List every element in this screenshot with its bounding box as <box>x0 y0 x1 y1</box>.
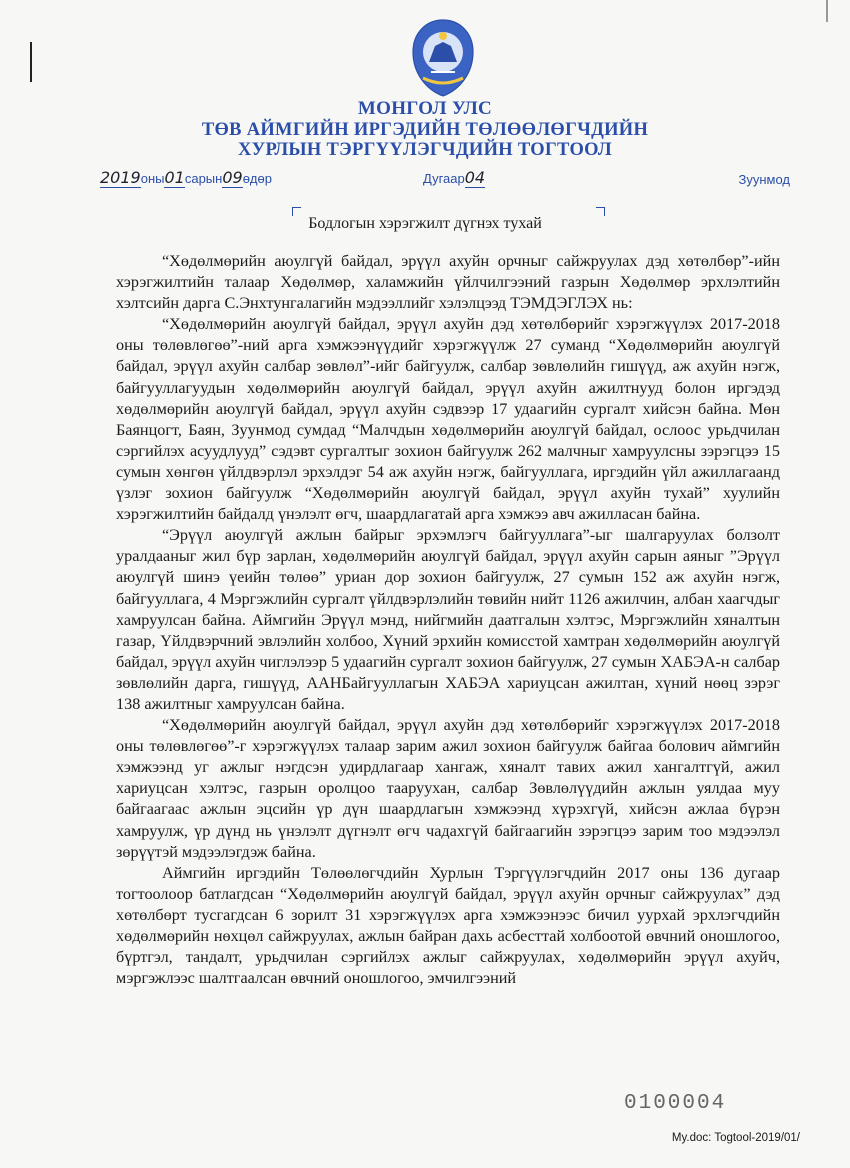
number-value: 04 <box>464 168 486 187</box>
country-name: МОНГОЛ УЛС <box>357 98 493 119</box>
paragraph: “Хөдөлмөрийн аюулгүй байдал, эрүүл ахуйн орчныг сайжруулах дэд хөтөлбөр”-ийн хэрэгжилтийн талаар Хөдөлмөр, халамжийн үйлчилгээний газрын Хөдөлмөр эрхлэлтийн хэлтсийн дарга С.Энхтунгалагийн мэдээллийг хэлэлцээд ТЭМДЭГЛЭХ нь: <box>116 252 780 313</box>
day-suffix: өдөр <box>242 171 272 186</box>
document-body <box>116 251 780 989</box>
paragraph: “Хөдөлмөрийн аюулгүй байдал, эрүүл ахуйн дэд хөтөлбөрийг хэрэгжүүлэх 2017-2018 оны төлөвлөгөө”-г хэрэгжүүлэх талаар зарим ажил зохион байгуулж байгаа болович аймгийн хэмжээнд уг ажлыг нэгдсэн удирдлагаар хангаж, хяналт тавих ажил хангалтгүй, ажил хариуцсан хэлтэс, газрын оролцоо тааруухан, салбар Зөвлөлүүдийн ажлын уялдаа муу байгаагаас ажлын эцсийн үр дүн шаардлагын хэмжээнд хүрэхгүй, хийсэн ажлаа бүрэн хамруулж, үр дүнд нь үнэлэлт дүгнэлт өгч чадахгүй байгаагийн зэрэгцээ зарим тоо мэдээлэл зөрүүтэй мэдээлэгдэж байна. <box>116 716 780 861</box>
state-emblem-icon <box>409 18 477 98</box>
margin-mark <box>30 42 32 82</box>
council-name: ТӨВ АЙМГИЙН ИРГЭДИЙН ТӨЛӨӨЛӨГЧДИЙН <box>201 120 649 140</box>
year-value: 2019 <box>100 168 141 187</box>
date-field <box>100 168 272 187</box>
date-line <box>100 168 790 192</box>
year-suffix: оны <box>140 171 165 186</box>
number-label: Дугаар <box>423 171 465 186</box>
number-field <box>423 168 485 187</box>
document-title: Бодлогын хэрэгжилт дүгнэх тухай <box>308 215 542 232</box>
month-value: 01 <box>164 168 185 187</box>
paragraph: “Хөдөлмөрийн аюулгүй байдал, эрүүл ахуйн дэд хөтөлбөрийг хэрэгжүүлэх 2017-2018 оны төлөвлөгөө”-ний арга хэмжээнүүдийг хэрэгжүүлж 27 суманд “Хөдөлмөрийн аюулгүй байдал, эрүүл ахуйн салбар зөвлөл”-ийг байгуулж, салбар зөвлөлийн гишүүд, аж ахуйн нэгж, байгууллагуудын хөдөлмөрийн аюулгүй байдал, эрүүл ахуйн ажилтнууд болон иргэдэд хөдөлмөрийн аюулгүй байдал, эрүүл ахуйн сэдвээр 17 удаагийн сургалт хийсэн байна. Мөн Баянцогт, Баян, Зуунмод сумдад “Малчдын хөдөлмөрийн аюулгүй байдал, ослоос урьдчилан сэргийлэх асуудлууд” сэдэвт сургалтыг зохион байгуулж 262 малчныг хамруулсны зэрэгцээ 15 сумын хөнгөн үйлдвэрлэл эрхэлдэг 54 аж ахуйн нэгж, байгууллага, иргэдийн үйл ажиллагаанд үзлэг зохион байгуулж “Хөдөлмөрийн аюулгүй байдал, эрүүл ахуйн тухай” хуулийн хэрэгжилтийн байдалд үнэлэлт өгч, шаардлагатай арга хэмжээ авч ажилласан байна. <box>116 315 780 524</box>
month-suffix: сарын <box>184 171 223 186</box>
footer-doc-path: My.doc: Togtool-2019/01/ <box>671 1132 800 1144</box>
page-serial-number: 0100004 <box>624 1092 727 1115</box>
paragraph: Аймгийн иргэдийн Төлөөлөгчдийн Хурлын Тэргүүлэгчдийн 2017 оны 136 дугаар тогтоолоор батлагдсан “Хөдөлмөрийн аюулгүй байдал, эрүүл ахуйн орчныг сайжруулах” дэд хөтөлбөрт тусгагдсан 6 зорилт 31 хэрэгжүүлэх арга хэмжээнээс бичил уурхай эрхлэгчдийн хөдөлмөрийн нөхцөл сайжруулах, ажлын байран дахь асбесттай холбоотой өвчний оношлогоо, бүртгэл, тандалт, урьдчилан сэргийлэх ажлыг сайжруулах, хөдөлмөрийн эрүүл ахуйч, мэргэжлээс шалтгаалсан өвчний оношлогоо, эмчилгээний <box>116 863 780 988</box>
resolution-type: ХУРЛЫН ТЭРГҮҮЛЭГЧДИЙН ТОГТООЛ <box>237 140 612 160</box>
place-name: Зуунмод <box>738 172 790 187</box>
paragraph: “Эрүүл аюулгүй ажлын байрыг эрхэмлэгч байгууллага”-ыг шалгаруулах болзолт уралдааныг жил бүр зарлан, хөдөлмөрийн аюулгүй байдал, эрүүл ахуйн сарын аяныг ”Эрүүл аюулгүй шинэ үеийн төлөө” уриан дор зохион байгуулж, 27 сумын 152 аж ахуйн нэгж, байгууллага, 4 Мэргэжлийн сургалт үйлдвэрлэлийн төвийн нийт 1126 ажилчин, албан хаагчдыг хамруулсан байна. Аймгийн Эрүүл мэнд, нийгмийн даатгалын хэлтэс, Мэргэжлийн хяналтын газар, Үйлдвэрчний эвлэлийн холбоо, Хүний эрхийн комисстой хамтран хөдөлмөрийн аюулгүй байдал, эрүүл ахуйн чиглэлээр 5 удаагийн сургалт зохион байгуулж, 27 сумын ХАБЭА-н салбар зөвлөлийн дарга, гишүүд, ААНБайгууллагын ХАБЭА хариуцсан ажилтан, хүний нөөц зэрэг 138 ажилтныг хамруулсан байна. <box>116 526 780 713</box>
day-value: 09 <box>222 168 243 187</box>
corner-mark <box>826 0 828 22</box>
